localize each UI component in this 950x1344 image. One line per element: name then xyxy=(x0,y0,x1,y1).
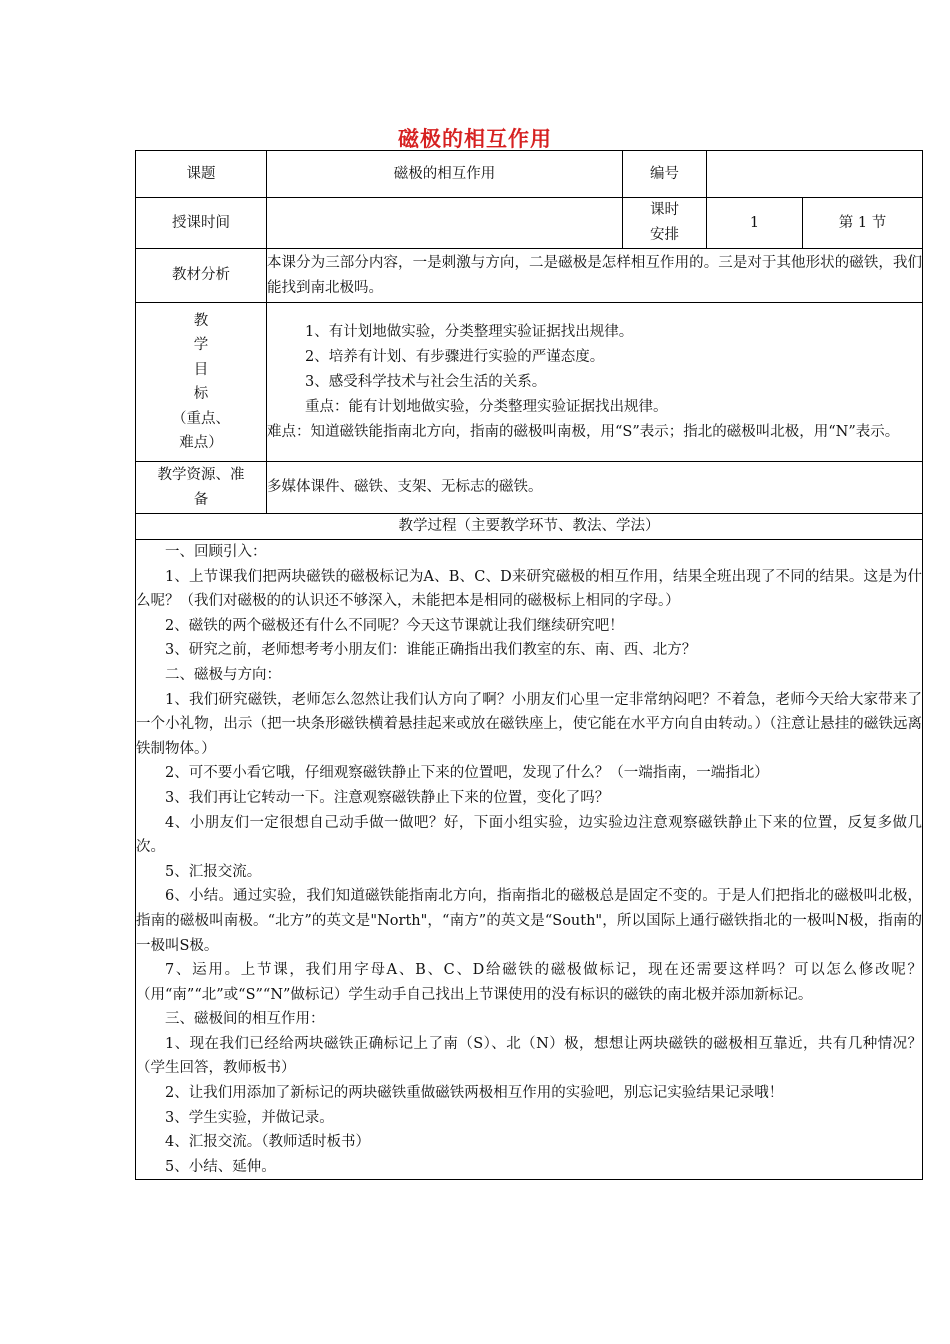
schedule-label xyxy=(623,198,707,249)
section-heading: 一、回顾引入： xyxy=(165,544,267,560)
process-paragraph: 2、可不要小看它哦，仔细观察磁铁静止下来的位置吧，发现了什么？（一端指南，一端指北） xyxy=(165,765,769,782)
process-paragraph: 3、研究之前，老师想考考小朋友们：谁能正确指出我们教室的东、南、西、北方？ xyxy=(165,642,697,659)
section-heading: 二、磁极与方向： xyxy=(165,666,281,683)
schedule-label-line1: 课时 xyxy=(650,202,679,218)
topic-value: 磁极的相互作用 xyxy=(267,151,623,198)
process-paragraph: 3、学生实验，并做记录。 xyxy=(165,1109,334,1126)
process-paragraph: 3、我们再让它转动一下。注意观察磁铁静止下来的位置，变化了吗？ xyxy=(165,789,610,806)
goals-label-line: 标 xyxy=(193,386,209,402)
process-paragraph: 4、汇报交流。（教师适时板书） xyxy=(165,1134,370,1151)
number-value xyxy=(707,151,923,198)
process-paragraph: 1、上节课我们把两块磁铁的磁极标记为A、B、C、D来研究磁极的相互作用，结果全班出现了不同的结果。这是为什么呢？（我们对磁极的的认识还不够深入，未能把本是相同的磁极标上相同的字母。） xyxy=(136,568,922,610)
section-value: 第 1 节 xyxy=(803,198,923,249)
process-paragraph: 7、运用。上节课，我们用字母A、B、C、D给磁铁的磁极做标记，现在还需要这样吗？可以怎么修改呢？（用“南”“北”或“S”“N”做标记）学生动手自己找出上节课使用的没有标识的磁铁的南北极并添加新标记。 xyxy=(136,962,922,1003)
goal-item: 3、感受科学技术与社会生活的关系。 xyxy=(305,373,547,390)
key-point: 重点：能有计划地做实验，分类整理实验证据找出规律。 xyxy=(305,398,668,415)
goals-row xyxy=(136,303,923,462)
process-content xyxy=(136,540,923,1180)
process-paragraph: 5、小结、延伸。 xyxy=(165,1158,276,1175)
resources-label-line2: 备 xyxy=(193,491,209,508)
time-row xyxy=(136,198,923,249)
process-paragraph: 1、我们研究磁铁，老师怎么忽然让我们认方向了啊？小朋友们心里一定非常纳闷吧？不着急，老师今天给大家带来了一个小礼物，出示（把一块条形磁铁横着悬挂起来或放在磁铁座上，使它能在水平方向自由转动。）（注意让悬挂的磁铁远离铁制物体。） xyxy=(136,691,922,757)
analysis-row xyxy=(136,249,923,303)
resources-label-line1: 教学资源、准 xyxy=(157,466,245,483)
goals-label-line: （重点、 xyxy=(172,410,230,427)
resources-label xyxy=(136,462,267,514)
resources-row xyxy=(136,462,923,514)
number-label: 编号 xyxy=(623,151,707,198)
goals-label-line: 教 xyxy=(193,312,209,329)
goal-item: 1、有计划地做实验，分类整理实验证据找出规律。 xyxy=(305,323,634,340)
lesson-plan-table xyxy=(135,150,923,1180)
process-paragraph: 1、现在我们已经给两块磁铁正确标记上了南（S）、北（N）极，想想让两块磁铁的磁极相互靠近，共有几种情况？（学生回答，教师板书） xyxy=(136,1035,922,1077)
analysis-text: 本课分为三部分内容，一是刺激与方向，二是磁极是怎样相互作用的。三是对于其他形状的磁铁，我们能找到南北极吗。 xyxy=(267,249,923,303)
goal-item: 2、培养有计划、有步骤进行实验的严谨态度。 xyxy=(305,348,605,365)
topic-row xyxy=(136,151,923,198)
time-label: 授课时间 xyxy=(136,198,267,249)
process-paragraph: 2、让我们用添加了新标记的两块磁铁重做磁铁两极相互作用的实验吧，别忘记实验结果记录哦！ xyxy=(165,1085,784,1102)
process-paragraph: 2、磁铁的两个磁极还有什么不同呢？今天这节课就让我们继续研究吧！ xyxy=(165,617,624,634)
topic-label: 课题 xyxy=(136,151,267,198)
goals-content xyxy=(267,303,923,462)
section-heading: 三、磁极间的相互作用： xyxy=(165,1011,325,1028)
process-paragraph: 5、汇报交流。 xyxy=(165,863,262,880)
resources-text: 多媒体课件、磁铁、支架、无标志的磁铁。 xyxy=(267,462,923,514)
schedule-label-line2: 安排 xyxy=(650,227,679,243)
time-value xyxy=(267,198,623,249)
analysis-label: 教材分析 xyxy=(136,249,267,303)
process-paragraph: 6、小结。通过实验，我们知道磁铁能指南北方向，指南指北的磁极总是固定不变的。于是人们把指北的磁极叫北极，指南的磁极叫南极。“北方”的英文是"North"，“南方”的英文是“South"，所以国际上通行磁铁指北的一极叫N极，指南的一极叫S极。 xyxy=(136,888,922,954)
goals-label xyxy=(136,303,267,462)
goals-label-line: 难点） xyxy=(179,435,223,451)
difficulty-point: 难点：知道磁铁能指南北方向，指南的磁极叫南极，用“S”表示；指北的磁极叫北极，用“N”表示。 xyxy=(267,423,900,440)
goals-label-line: 学 xyxy=(193,337,209,353)
schedule-value: 1 xyxy=(707,198,803,249)
document-title: 磁极的相互作用 xyxy=(398,127,552,151)
process-row xyxy=(136,540,923,1180)
process-heading-row xyxy=(136,514,923,540)
process-heading: 教学过程（主要教学环节、教法、学法） xyxy=(136,514,923,540)
goals-label-line: 目 xyxy=(193,361,209,378)
process-paragraph: 4、小朋友们一定很想自己动手做一做吧？好，下面小组实验，边实验边注意观察磁铁静止下来的位置，反复多做几次。 xyxy=(136,814,922,856)
